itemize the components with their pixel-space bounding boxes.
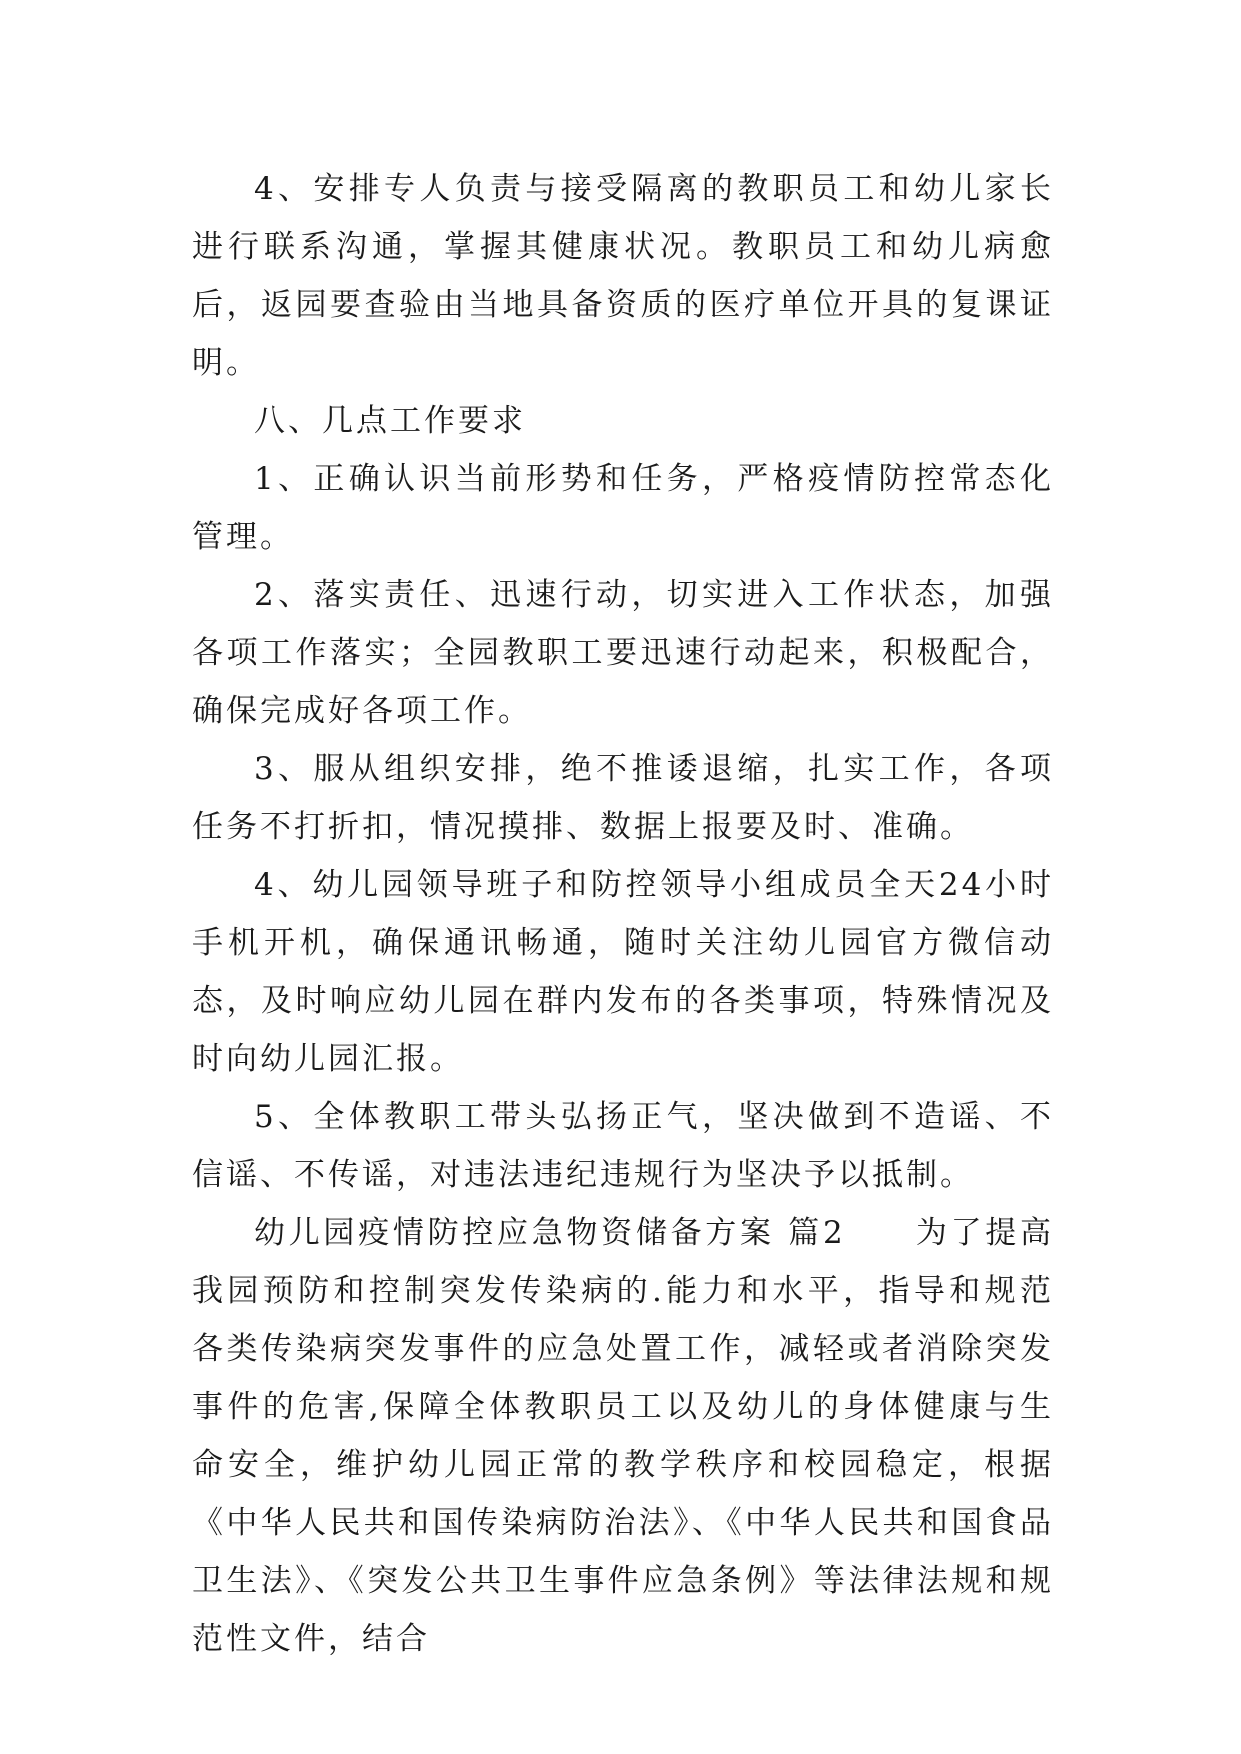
paragraph-requirement-4: 4、幼儿园领导班子和防控领导小组成员全天24小时手机开机，确保通讯畅通，随时关注幼儿园官方微信动态，及时响应幼儿园在群内发布的各类事项，特殊情况及时向幼儿园汇报。	[192, 867, 1054, 1077]
section-heading-work-requirements: 八、几点工作要求	[254, 403, 526, 439]
paragraph-requirement-3: 3、服从组织安排，绝不推诿退缩，扎实工作，各项任务不打折扣，情况摸排、数据上报要及时、准确。	[192, 751, 1054, 845]
paragraph-requirement-2: 2、落实责任、迅速行动，切实进入工作状态，加强各项工作落实；全园教职工要迅速行动起来，积极配合，确保完成好各项工作。	[192, 577, 1054, 729]
document-body	[192, 160, 1054, 1668]
paragraph-isolation-contact: 4、安排专人负责与接受隔离的教职员工和幼儿家长进行联系沟通，掌握其健康状况。教职员工和幼儿病愈后，返园要查验由当地具备资质的医疗单位开具的复课证明。	[192, 171, 1054, 381]
paragraph-requirement-1: 1、正确认识当前形势和任务，严格疫情防控常态化管理。	[192, 461, 1054, 555]
paragraph-requirement-5: 5、全体教职工带头弘扬正气，坚决做到不造谣、不信谣、不传谣，对违法违纪违规行为坚决予以抵制。	[192, 1099, 1054, 1193]
paragraph-plan-2-intro: 幼儿园疫情防控应急物资储备方案 篇2 为了提高我园预防和控制突发传染病的.能力和水平，指导和规范各类传染病突发事件的应急处置工作，减轻或者消除突发事件的危害,保障全体教职员工以及幼儿的身体健康与生命安全，维护幼儿园正常的教学秩序和校园稳定，根据《中华人民共和国传染病防治法》、《中华人民共和国食品卫生法》、《突发公共卫生事件应急条例》等法律法规和规范性文件，结合	[192, 1215, 1054, 1657]
